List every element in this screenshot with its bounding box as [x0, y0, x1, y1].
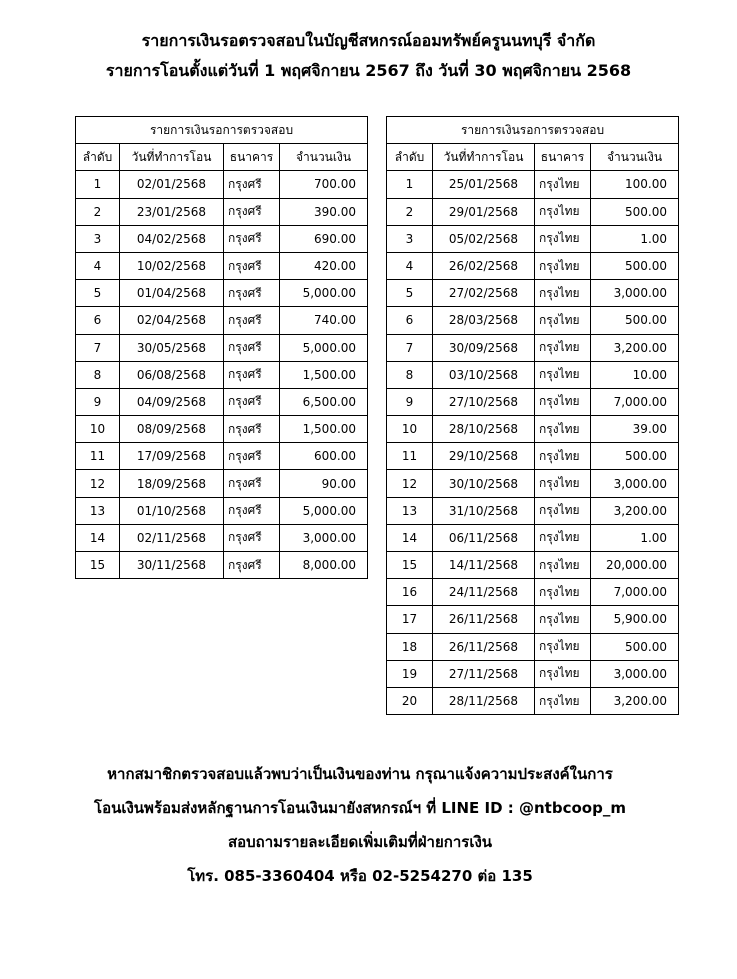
table-row: [76, 198, 368, 225]
cell-date: 25/01/2568: [433, 171, 535, 198]
table-row: [76, 497, 368, 524]
cell-date: 27/11/2568: [433, 660, 535, 687]
table-row: [76, 552, 368, 579]
cell-date: 26/11/2568: [433, 633, 535, 660]
column-header-bank: ธนาคาร: [224, 144, 280, 171]
notice-line-2: โอนเงินพร้อมส่งหลักฐานการโอนเงินมายังสหกรณ์ฯ ที่ LINE ID : @ntbcoop_m: [94, 799, 626, 817]
table-row: [387, 552, 679, 579]
cell-amount: 1.00: [591, 524, 679, 551]
cell-seq: 20: [387, 687, 433, 714]
cell-date: 30/09/2568: [433, 334, 535, 361]
cell-bank: กรุงศรี: [224, 524, 280, 551]
right-transfer-table: [386, 116, 679, 715]
cell-amount: 5,000.00: [280, 280, 368, 307]
cell-seq: 13: [76, 497, 120, 524]
cell-seq: 1: [76, 171, 120, 198]
cell-bank: กรุงไทย: [535, 497, 591, 524]
cell-bank: กรุงศรี: [224, 416, 280, 443]
cell-date: 17/09/2568: [120, 443, 224, 470]
table-row: [76, 334, 368, 361]
cell-bank: กรุงไทย: [535, 470, 591, 497]
table-row: [387, 225, 679, 252]
cell-date: 18/09/2568: [120, 470, 224, 497]
table-row: [387, 171, 679, 198]
table-caption: รายการเงินรอการตรวจสอบ: [76, 117, 368, 144]
table-row: [76, 171, 368, 198]
left-transfer-table: [75, 116, 368, 579]
cell-seq: 5: [76, 280, 120, 307]
table-row: [387, 198, 679, 225]
cell-amount: 3,200.00: [591, 334, 679, 361]
table-row: [76, 443, 368, 470]
cell-bank: กรุงศรี: [224, 470, 280, 497]
cell-seq: 12: [387, 470, 433, 497]
cell-amount: 500.00: [591, 443, 679, 470]
cell-seq: 11: [387, 443, 433, 470]
cell-amount: 420.00: [280, 252, 368, 279]
cell-date: 06/11/2568: [433, 524, 535, 551]
column-header-date: วันที่ทำการโอน: [433, 144, 535, 171]
cell-seq: 14: [76, 524, 120, 551]
cell-seq: 15: [387, 552, 433, 579]
table-caption: รายการเงินรอการตรวจสอบ: [387, 117, 679, 144]
cell-amount: 3,000.00: [591, 660, 679, 687]
cell-bank: กรุงศรี: [224, 198, 280, 225]
cell-date: 08/09/2568: [120, 416, 224, 443]
cell-bank: กรุงศรี: [224, 388, 280, 415]
cell-bank: กรุงไทย: [535, 198, 591, 225]
table-row: [76, 280, 368, 307]
cell-bank: กรุงไทย: [535, 524, 591, 551]
cell-seq: 1: [387, 171, 433, 198]
cell-amount: 690.00: [280, 225, 368, 252]
cell-seq: 19: [387, 660, 433, 687]
cell-seq: 8: [387, 361, 433, 388]
cell-bank: กรุงไทย: [535, 443, 591, 470]
cell-seq: 17: [387, 606, 433, 633]
cell-amount: 3,000.00: [591, 280, 679, 307]
cell-seq: 13: [387, 497, 433, 524]
cell-amount: 5,900.00: [591, 606, 679, 633]
cell-amount: 3,200.00: [591, 497, 679, 524]
cell-amount: 3,200.00: [591, 687, 679, 714]
cell-bank: กรุงศรี: [224, 443, 280, 470]
notice-line-4: โทร. 085-3360404 หรือ 02-5254270 ต่อ 135: [187, 867, 533, 885]
cell-date: 10/02/2568: [120, 252, 224, 279]
cell-seq: 2: [387, 198, 433, 225]
cell-seq: 6: [387, 307, 433, 334]
table-row: [387, 280, 679, 307]
cell-bank: กรุงไทย: [535, 633, 591, 660]
cell-seq: 4: [387, 252, 433, 279]
cell-bank: กรุงไทย: [535, 388, 591, 415]
column-header-amount: จำนวนเงิน: [280, 144, 368, 171]
cell-bank: กรุงไทย: [535, 280, 591, 307]
cell-bank: กรุงไทย: [535, 579, 591, 606]
table-row: [387, 307, 679, 334]
table-row: [387, 606, 679, 633]
cell-date: 06/08/2568: [120, 361, 224, 388]
cell-date: 27/02/2568: [433, 280, 535, 307]
table-row: [387, 497, 679, 524]
column-header-amount: จำนวนเงิน: [591, 144, 679, 171]
cell-amount: 5,000.00: [280, 497, 368, 524]
cell-bank: กรุงศรี: [224, 252, 280, 279]
cell-bank: กรุงศรี: [224, 225, 280, 252]
cell-seq: 16: [387, 579, 433, 606]
cell-date: 28/11/2568: [433, 687, 535, 714]
cell-date: 27/10/2568: [433, 388, 535, 415]
cell-date: 03/10/2568: [433, 361, 535, 388]
cell-date: 30/10/2568: [433, 470, 535, 497]
cell-date: 05/02/2568: [433, 225, 535, 252]
cell-amount: 740.00: [280, 307, 368, 334]
cell-bank: กรุงไทย: [535, 252, 591, 279]
cell-seq: 9: [76, 388, 120, 415]
cell-bank: กรุงไทย: [535, 660, 591, 687]
document-title: รายการเงินรอตรวจสอบในบัญชีสหกรณ์ออมทรัพย์ครูนนทบุรี จำกัด: [141, 31, 596, 50]
table-row: [76, 361, 368, 388]
cell-amount: 1,500.00: [280, 416, 368, 443]
cell-bank: กรุงไทย: [535, 416, 591, 443]
cell-seq: 2: [76, 198, 120, 225]
cell-amount: 600.00: [280, 443, 368, 470]
cell-date: 02/04/2568: [120, 307, 224, 334]
table-row: [76, 470, 368, 497]
cell-date: 23/01/2568: [120, 198, 224, 225]
table-row: [387, 524, 679, 551]
document-subtitle: รายการโอนตั้งแต่วันที่ 1 พฤศจิกายน 2567 ถึง วันที่ 30 พฤศจิกายน 2568: [105, 61, 632, 80]
cell-bank: กรุงศรี: [224, 171, 280, 198]
cell-date: 04/09/2568: [120, 388, 224, 415]
cell-date: 31/10/2568: [433, 497, 535, 524]
table-row: [387, 443, 679, 470]
table-row: [387, 416, 679, 443]
cell-seq: 7: [387, 334, 433, 361]
column-header-seq: ลำดับ: [76, 144, 120, 171]
cell-date: 29/10/2568: [433, 443, 535, 470]
cell-amount: 3,000.00: [280, 524, 368, 551]
cell-bank: กรุงศรี: [224, 280, 280, 307]
table-row: [387, 633, 679, 660]
cell-amount: 8,000.00: [280, 552, 368, 579]
cell-amount: 3,000.00: [591, 470, 679, 497]
cell-date: 26/02/2568: [433, 252, 535, 279]
cell-amount: 7,000.00: [591, 388, 679, 415]
cell-amount: 500.00: [591, 198, 679, 225]
cell-bank: กรุงศรี: [224, 334, 280, 361]
contact-notice: [0, 757, 720, 893]
table-row: [76, 225, 368, 252]
cell-seq: 10: [387, 416, 433, 443]
cell-amount: 7,000.00: [591, 579, 679, 606]
cell-date: 24/11/2568: [433, 579, 535, 606]
column-header-date: วันที่ทำการโอน: [120, 144, 224, 171]
cell-amount: 20,000.00: [591, 552, 679, 579]
cell-amount: 39.00: [591, 416, 679, 443]
cell-amount: 500.00: [591, 633, 679, 660]
cell-bank: กรุงไทย: [535, 606, 591, 633]
cell-seq: 8: [76, 361, 120, 388]
table-row: [76, 252, 368, 279]
table-row: [387, 252, 679, 279]
cell-date: 30/05/2568: [120, 334, 224, 361]
cell-date: 14/11/2568: [433, 552, 535, 579]
document-header: [0, 26, 737, 86]
cell-date: 04/02/2568: [120, 225, 224, 252]
cell-bank: กรุงไทย: [535, 687, 591, 714]
table-row: [387, 470, 679, 497]
cell-amount: 10.00: [591, 361, 679, 388]
table-row: [387, 388, 679, 415]
cell-bank: กรุงไทย: [535, 307, 591, 334]
cell-seq: 3: [76, 225, 120, 252]
cell-seq: 15: [76, 552, 120, 579]
cell-date: 26/11/2568: [433, 606, 535, 633]
table-body: [76, 171, 368, 579]
cell-bank: กรุงไทย: [535, 171, 591, 198]
table-row: [387, 687, 679, 714]
cell-date: 28/03/2568: [433, 307, 535, 334]
table-row: [76, 416, 368, 443]
cell-date: 02/01/2568: [120, 171, 224, 198]
notice-line-1: หากสมาชิกตรวจสอบแล้วพบว่าเป็นเงินของท่าน กรุณาแจ้งความประสงค์ในการ: [107, 765, 613, 783]
cell-seq: 18: [387, 633, 433, 660]
cell-amount: 1,500.00: [280, 361, 368, 388]
cell-amount: 5,000.00: [280, 334, 368, 361]
cell-date: 30/11/2568: [120, 552, 224, 579]
cell-seq: 14: [387, 524, 433, 551]
cell-seq: 12: [76, 470, 120, 497]
notice-line-3: สอบถามรายละเอียดเพิ่มเติมที่ฝ่ายการเงิน: [227, 833, 493, 851]
table-body: [387, 171, 679, 715]
table-row: [76, 524, 368, 551]
table-row: [76, 388, 368, 415]
cell-amount: 390.00: [280, 198, 368, 225]
table-row: [387, 579, 679, 606]
table-row: [387, 361, 679, 388]
cell-amount: 700.00: [280, 171, 368, 198]
cell-bank: กรุงไทย: [535, 334, 591, 361]
cell-seq: 11: [76, 443, 120, 470]
cell-bank: กรุงศรี: [224, 552, 280, 579]
cell-amount: 6,500.00: [280, 388, 368, 415]
cell-amount: 500.00: [591, 252, 679, 279]
cell-amount: 1.00: [591, 225, 679, 252]
cell-seq: 10: [76, 416, 120, 443]
cell-seq: 3: [387, 225, 433, 252]
cell-date: 28/10/2568: [433, 416, 535, 443]
table-row: [387, 334, 679, 361]
cell-seq: 9: [387, 388, 433, 415]
column-header-bank: ธนาคาร: [535, 144, 591, 171]
cell-seq: 5: [387, 280, 433, 307]
column-header-seq: ลำดับ: [387, 144, 433, 171]
cell-seq: 7: [76, 334, 120, 361]
cell-amount: 500.00: [591, 307, 679, 334]
cell-seq: 4: [76, 252, 120, 279]
cell-amount: 90.00: [280, 470, 368, 497]
cell-bank: กรุงไทย: [535, 361, 591, 388]
cell-date: 01/04/2568: [120, 280, 224, 307]
cell-date: 01/10/2568: [120, 497, 224, 524]
cell-bank: กรุงศรี: [224, 307, 280, 334]
table-row: [76, 307, 368, 334]
cell-bank: กรุงศรี: [224, 361, 280, 388]
cell-date: 02/11/2568: [120, 524, 224, 551]
cell-bank: กรุงศรี: [224, 497, 280, 524]
cell-amount: 100.00: [591, 171, 679, 198]
cell-date: 29/01/2568: [433, 198, 535, 225]
cell-seq: 6: [76, 307, 120, 334]
cell-bank: กรุงไทย: [535, 225, 591, 252]
cell-bank: กรุงไทย: [535, 552, 591, 579]
table-row: [387, 660, 679, 687]
